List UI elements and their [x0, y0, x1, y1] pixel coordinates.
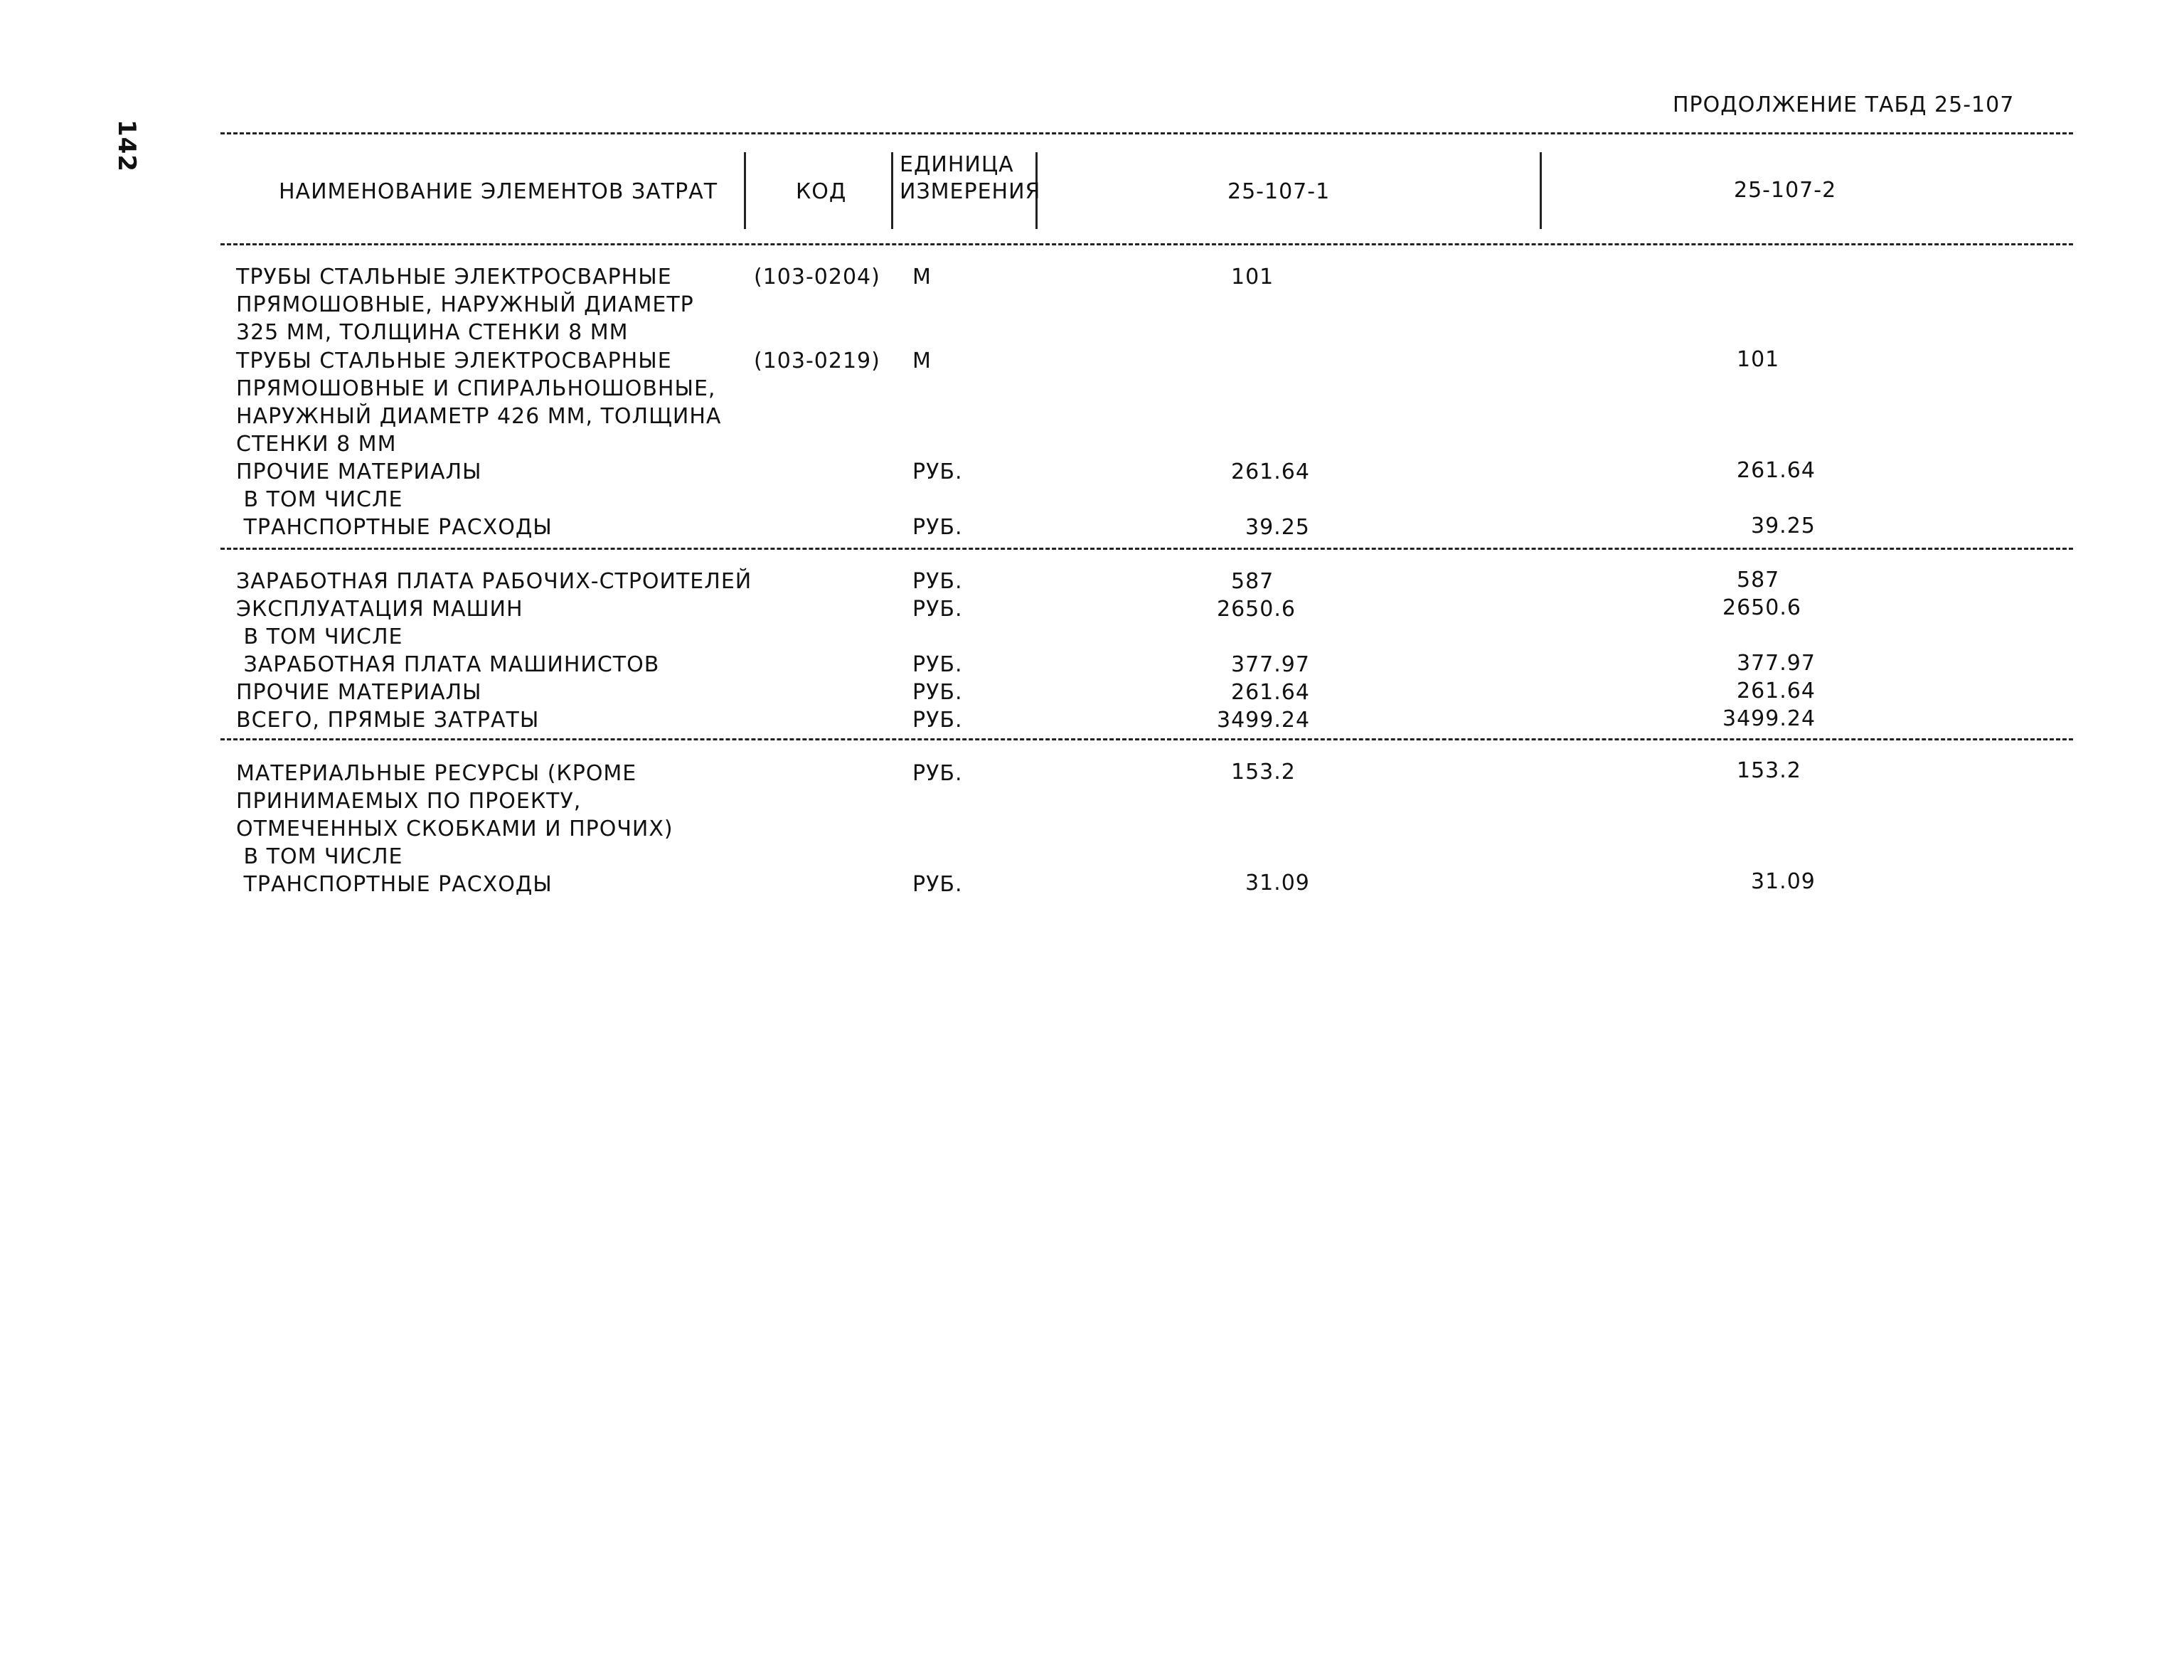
row-value-a: 39.25	[1245, 515, 1310, 540]
row-name-line: ТРАНСПОРТНЫЕ РАСХОДЫ	[236, 515, 553, 540]
row-name: ОТМЕЧЕННЫХ СКОБКАМИ И ПРОЧИХ)	[236, 817, 673, 841]
row-value-a: 153.2	[1231, 760, 1296, 785]
row-value-b: 377.97	[1737, 651, 1816, 676]
row-value-a: 2650.6	[1217, 597, 1296, 622]
row-name: МАТЕРИАЛЬНЫЕ РЕСУРСЫ (КРОМЕ	[236, 761, 637, 786]
row-unit: РУБ.	[912, 515, 963, 540]
row-name-line: ПРЯМОШОВНЫЕ И СПИРАЛЬНОШОВНЫЕ,	[236, 376, 716, 401]
page-number: 142	[112, 119, 141, 172]
row-name-line: ТРУБЫ СТАЛЬНЫЕ ЭЛЕКТРОСВАРНЫЕ	[236, 265, 672, 289]
rule-header-bottom	[220, 243, 2073, 245]
row-name-line: ПРОЧИЕ МАТЕРИАЛЫ	[236, 459, 482, 484]
row-unit: РУБ.	[912, 761, 963, 786]
row-name-line: НАРУЖНЫЙ ДИАМЕТР 426 ММ, ТОЛЩИНА	[236, 404, 722, 429]
row-value-a: 31.09	[1245, 871, 1310, 895]
row-unit: М	[912, 349, 932, 373]
row-value-a: 261.64	[1231, 459, 1310, 484]
row-value-b: 101	[1737, 347, 1780, 372]
row-value-b: 3499.24	[1722, 706, 1816, 731]
row-unit: М	[912, 265, 932, 289]
header-name: НАИМЕНОВАНИЕ ЭЛЕМЕНТОВ ЗАТРАТ	[279, 179, 718, 204]
row-name-line: ПРЯМОШОВНЫЕ, НАРУЖНЫЙ ДИАМЕТР	[236, 292, 694, 317]
row-value-b: 153.2	[1737, 758, 1801, 783]
row-value-b: 31.09	[1751, 869, 1816, 894]
row-name: ПРОЧИЕ МАТЕРИАЛЫ	[236, 680, 482, 705]
row-name: ЗАРАБОТНАЯ ПЛАТА РАБОЧИХ-СТРОИТЕЛЕЙ	[236, 569, 752, 594]
row-name-line: 325 ММ, ТОЛЩИНА СТЕНКИ 8 ММ	[236, 320, 629, 345]
row-name-line: СТЕНКИ 8 ММ	[236, 432, 397, 457]
rule-section2-bottom	[220, 738, 2073, 740]
row-unit: РУБ.	[912, 459, 963, 484]
header-divider	[891, 152, 893, 229]
row-unit: РУБ.	[912, 652, 963, 677]
header-unit-line1: ЕДИНИЦА	[900, 152, 1014, 177]
header-divider	[1540, 152, 1542, 229]
row-name: В ТОМ ЧИСЛЕ	[236, 844, 403, 869]
row-unit: РУБ.	[912, 680, 963, 705]
row-value-b: 261.64	[1737, 679, 1816, 703]
row-value-a: 377.97	[1231, 652, 1310, 677]
header-col-a: 25-107-1	[1227, 179, 1331, 204]
row-value-a: 101	[1231, 265, 1274, 289]
row-code: (103-0219)	[754, 349, 880, 373]
header-divider	[744, 152, 746, 229]
row-name: В ТОМ ЧИСЛЕ	[236, 624, 403, 649]
continuation-title: ПРОДОЛЖЕНИЕ ТАБД 25-107	[1673, 92, 2015, 117]
row-value-b: 39.25	[1751, 514, 1816, 538]
row-name: ПРИНИМАЕМЫХ ПО ПРОЕКТУ,	[236, 789, 582, 814]
row-value-b: 261.64	[1737, 458, 1816, 483]
row-unit: РУБ.	[912, 872, 963, 897]
row-value-a: 3499.24	[1217, 708, 1311, 733]
row-code: (103-0204)	[754, 265, 880, 289]
header-code: КОД	[796, 179, 847, 204]
row-name: ЭКСПЛУАТАЦИЯ МАШИН	[236, 597, 523, 622]
row-name: ТРАНСПОРТНЫЕ РАСХОДЫ	[236, 872, 553, 897]
row-name: ЗАРАБОТНАЯ ПЛАТА МАШИНИСТОВ	[236, 652, 660, 677]
row-value-b: 2650.6	[1722, 595, 1801, 620]
row-value-a: 261.64	[1231, 680, 1310, 705]
rule-section1-bottom	[220, 548, 2073, 550]
row-unit: РУБ.	[912, 569, 963, 594]
header-col-b: 25-107-2	[1734, 178, 1837, 203]
row-name-line: В ТОМ ЧИСЛЕ	[236, 487, 403, 512]
header-unit-line2: ИЗМЕРЕНИЯ	[900, 179, 1041, 204]
row-value-a: 587	[1231, 569, 1274, 594]
row-name: ВСЕГО, ПРЯМЫЕ ЗАТРАТЫ	[236, 708, 540, 733]
row-value-b: 587	[1737, 568, 1780, 592]
row-unit: РУБ.	[912, 708, 963, 733]
rule-top	[220, 132, 2073, 134]
row-name-line: ТРУБЫ СТАЛЬНЫЕ ЭЛЕКТРОСВАРНЫЕ	[236, 349, 672, 373]
row-unit: РУБ.	[912, 597, 963, 622]
